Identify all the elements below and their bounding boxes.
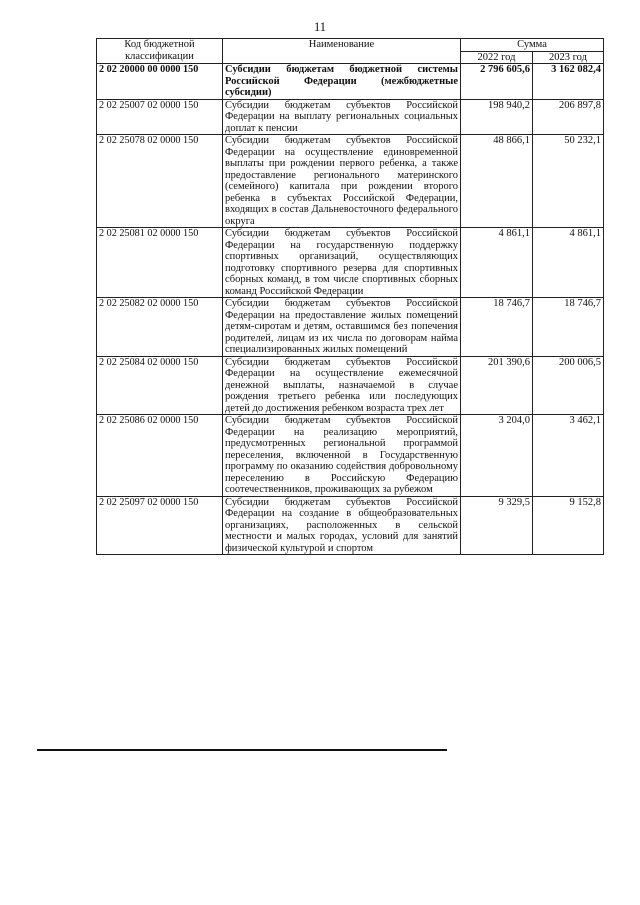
row-sum-2023: 200 006,5 [533,356,604,415]
row-sum-2022: 48 866,1 [461,135,533,228]
row-code: 2 02 25081 02 0000 150 [97,228,223,298]
header-sum: Сумма [461,39,604,52]
row-sum-2023: 3 462,1 [533,415,604,497]
header-year-2023: 2023 год [533,51,604,64]
row-sum-2022: 2 796 605,6 [461,64,533,100]
table-row [97,135,604,228]
row-code: 2 02 20000 00 0000 150 [97,64,223,100]
row-code: 2 02 25078 02 0000 150 [97,135,223,228]
row-code: 2 02 25084 02 0000 150 [97,356,223,415]
row-name: Субсидии бюджетам субъектов Российской Федерации на реализацию мероприятий, предусмотренных региональной программой переселения, включенной в Государственную программу по оказанию содействия добровольному переселению в Российскую Федерацию соотечественников, проживающих за рубежом [223,415,461,497]
table-row [97,356,604,415]
table-row [97,99,604,135]
header-year-2022: 2022 год [461,51,533,64]
row-sum-2023: 4 861,1 [533,228,604,298]
table-row [97,496,604,555]
row-sum-2022: 9 329,5 [461,496,533,555]
row-sum-2022: 201 390,6 [461,356,533,415]
row-name: Субсидии бюджетам субъектов Российской Федерации на осуществление единовременной выплаты при рождении первого ребенка, а также предоставление регионального материнского (семейного) капитала при рождении второго ребенка в субъектах Российской Федерации, входящих в состав Дальневосточного федерального округа [223,135,461,228]
row-sum-2023: 3 162 082,4 [533,64,604,100]
row-code: 2 02 25097 02 0000 150 [97,496,223,555]
row-sum-2023: 50 232,1 [533,135,604,228]
row-sum-2022: 198 940,2 [461,99,533,135]
budget-table [96,38,604,555]
header-name: Наименование [223,39,461,64]
row-sum-2023: 9 152,8 [533,496,604,555]
row-name: Субсидии бюджетам субъектов Российской Федерации на предоставление жилых помещений детям-сиротам и детям, оставшимся без попечения родителей, лицам из их числа по договорам найма специализированных жилых помещений [223,298,461,357]
row-name: Субсидии бюджетам субъектов Российской Федерации на осуществление ежемесячной денежной выплаты, назначаемой в случае рождения третьего ребенка или последующих детей до достижения ребенком возраста трех лет [223,356,461,415]
table-row [97,64,604,100]
row-name: Субсидии бюджетам бюджетной системы Российской Федерации (межбюджетные субсидии) [223,64,461,100]
row-code: 2 02 25007 02 0000 150 [97,99,223,135]
table-row [97,415,604,497]
separator-line [37,749,447,751]
table-row [97,298,604,357]
row-code: 2 02 25082 02 0000 150 [97,298,223,357]
table-row [97,228,604,298]
table-body [97,64,604,555]
row-name: Субсидии бюджетам субъектов Российской Федерации на выплату региональных социальных доплат к пенсии [223,99,461,135]
table-header [97,39,604,64]
row-sum-2023: 18 746,7 [533,298,604,357]
page-number: 11 [313,20,327,34]
row-sum-2023: 206 897,8 [533,99,604,135]
row-code: 2 02 25086 02 0000 150 [97,415,223,497]
row-sum-2022: 3 204,0 [461,415,533,497]
row-sum-2022: 18 746,7 [461,298,533,357]
header-code: Код бюджетной классификации [97,39,223,64]
row-name: Субсидии бюджетам субъектов Российской Федерации на создание в общеобразовательных организациях, расположенных в сельской местности и малых городах, условий для занятий физической культурой и спортом [223,496,461,555]
row-name: Субсидии бюджетам субъектов Российской Федерации на государственную поддержку спортивных организаций, осуществляющих подготовку спортивного резерва для спортивных сборных команд, в том числе спортивных сборных команд Российской Федерации [223,228,461,298]
row-sum-2022: 4 861,1 [461,228,533,298]
